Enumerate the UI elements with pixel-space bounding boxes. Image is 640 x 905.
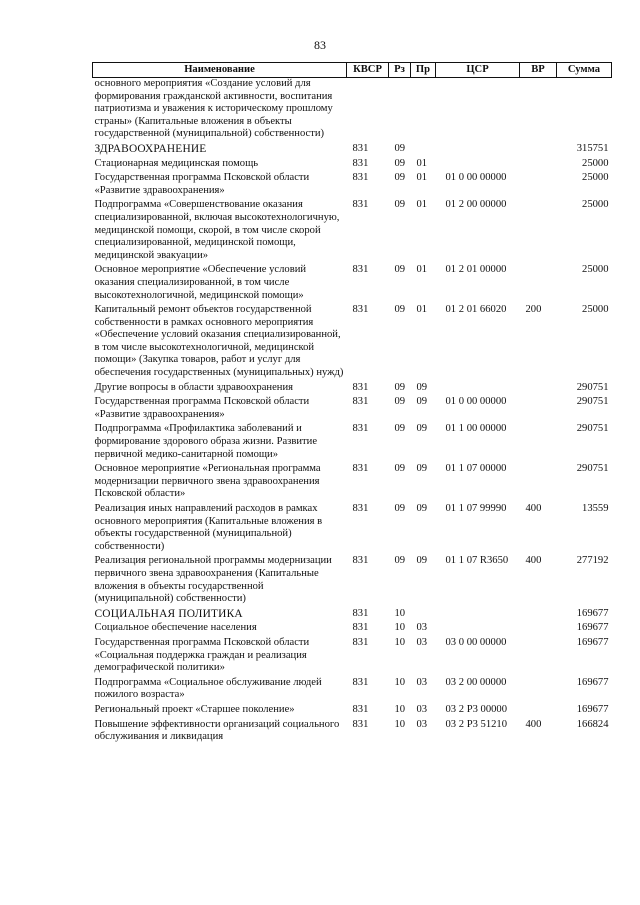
cell-csr [436, 380, 520, 395]
cell-kvsr: 831 [352, 607, 369, 619]
cell-sum: 166824 [576, 718, 609, 730]
cell-name: ЗДРАВООХРАНЕНИЕ [94, 142, 207, 155]
table-row [93, 717, 612, 744]
budget-table [92, 62, 612, 744]
cell-vr [520, 461, 557, 501]
cell-kvsr: 831 [352, 703, 369, 715]
cell-kvsr: 831 [352, 503, 369, 514]
cell-name: Подпрограмма «Профилактика заболеваний и формирование здорового образа жизни. Развитие первичной медико-санитарной помощи» [94, 423, 318, 460]
cell-csr: 03 2 P3 00000 [445, 703, 508, 715]
cell-sum: 169677 [576, 676, 609, 688]
header-csr: ЦСР [436, 63, 520, 78]
page-number: 83 [314, 38, 326, 52]
cell-rz: 09 [394, 264, 406, 276]
cell-kvsr: 831 [352, 622, 369, 634]
cell-csr: 01 1 07 00000 [445, 463, 507, 475]
cell-vr [520, 421, 557, 461]
cell-rz: 09 [394, 503, 406, 514]
table-row [93, 170, 612, 197]
cell-sum: 277192 [576, 555, 609, 567]
cell-name: СОЦИАЛЬНАЯ ПОЛИТИКА [94, 607, 243, 620]
cell-pr: 01 [416, 264, 428, 276]
cell-kvsr: 831 [352, 199, 369, 211]
cell-rz: 09 [394, 423, 406, 435]
table-row [93, 141, 612, 156]
cell-rz: 10 [394, 676, 406, 688]
cell-vr: 400 [525, 718, 542, 730]
cell-pr: 09 [416, 503, 428, 514]
cell-kvsr: 831 [352, 555, 369, 567]
cell-kvsr: 831 [352, 396, 369, 408]
cell-csr: 01 1 07 R3650 [445, 555, 509, 567]
cell-pr: 03 [416, 676, 428, 688]
cell-rz: 09 [394, 199, 406, 211]
cell-rz: 09 [394, 142, 406, 154]
cell-vr [520, 380, 557, 395]
cell-csr: 03 0 00 00000 [445, 636, 507, 648]
cell-rz: 09 [394, 396, 406, 408]
table-row [93, 501, 612, 553]
table-row [93, 635, 612, 675]
header-name: Наименование [93, 63, 347, 78]
cell-rz: 09 [394, 463, 406, 475]
table-row [93, 262, 612, 302]
cell-kvsr: 831 [352, 423, 369, 435]
cell-csr: 03 2 P3 51210 [445, 718, 508, 730]
cell-sum: 290751 [576, 423, 609, 435]
cell-pr [411, 78, 436, 141]
cell-rz: 09 [394, 555, 406, 567]
header-kvsr: КВСР [347, 63, 389, 78]
table-row [93, 78, 612, 141]
table-row [93, 421, 612, 461]
cell-name: Социальное обеспечение населения [94, 622, 257, 634]
cell-csr [436, 620, 520, 635]
cell-sum: 169677 [576, 622, 609, 634]
cell-sum: 13559 [582, 503, 609, 514]
cell-sum: 315751 [576, 142, 609, 154]
cell-name: Подпрограмма «Совершенствование оказания специализированной, включая высокотехнологичную, медицинской помощи, скорой, в том числе скорой специализированной, медицинской помощи, медицинской эвакуации» [94, 199, 340, 261]
cell-csr [436, 606, 520, 621]
cell-pr: 01 [416, 304, 428, 316]
cell-sum [557, 78, 612, 141]
cell-vr [520, 394, 557, 421]
cell-vr [520, 170, 557, 197]
table-row [93, 461, 612, 501]
cell-pr: 03 [416, 636, 428, 648]
cell-name: основного мероприятия «Создание условий для формирования гражданской активности, воспитания патриотизма и уважения к историческому прошлому страны» (Капитальные вложения в объекты государственной (муниципальной) собственности) [94, 78, 333, 140]
table-row [93, 156, 612, 171]
header-sum: Сумма [557, 63, 612, 78]
cell-vr [520, 620, 557, 635]
cell-csr [436, 156, 520, 171]
header-pr: Пр [411, 63, 436, 78]
cell-sum: 25000 [582, 264, 609, 276]
cell-kvsr: 831 [352, 157, 369, 169]
cell-pr: 09 [416, 463, 428, 475]
cell-vr [520, 78, 557, 141]
cell-sum: 290751 [576, 396, 609, 408]
table-row [93, 197, 612, 262]
cell-sum: 290751 [576, 381, 609, 393]
table-row [93, 302, 612, 380]
cell-csr [436, 141, 520, 156]
cell-csr: 01 1 00 00000 [445, 423, 507, 435]
cell-name: Капитальный ремонт объектов государственной собственности в рамках основного мероприятия «Обеспечение условий оказания специализированной, в том числе высокотехнологичной, медицинской помощи» (Закупка товаров, работ и услуг для обеспечения государственных (муниципальных) нужд) [94, 304, 344, 379]
cell-csr: 01 1 07 99990 [445, 503, 507, 514]
cell-vr [520, 262, 557, 302]
table-body [93, 78, 612, 744]
cell-rz: 10 [394, 703, 406, 715]
cell-csr: 01 2 01 00000 [445, 264, 507, 276]
table-row [93, 394, 612, 421]
cell-rz [389, 78, 411, 141]
cell-sum: 290751 [576, 463, 609, 475]
cell-name: Государственная программа Псковской области «Развитие здравоохранения» [94, 172, 310, 196]
cell-kvsr: 831 [352, 463, 369, 475]
cell-name: Повышение эффективности организаций социального обслуживания и ликвидация [94, 718, 340, 743]
table-row [93, 620, 612, 635]
cell-rz: 10 [394, 607, 406, 619]
header-rz: Рз [389, 63, 411, 78]
cell-vr: 400 [525, 503, 542, 514]
cell-csr: 01 0 00 00000 [445, 396, 507, 408]
cell-rz: 10 [394, 622, 406, 634]
cell-kvsr: 831 [352, 718, 369, 730]
cell-kvsr: 831 [352, 172, 369, 184]
cell-pr: 03 [416, 622, 428, 634]
cell-name: Стационарная медицинская помощь [94, 157, 259, 169]
cell-pr: 09 [416, 555, 428, 567]
cell-vr [520, 606, 557, 621]
table-row [93, 380, 612, 395]
cell-sum: 25000 [582, 199, 609, 211]
cell-vr [520, 702, 557, 717]
cell-kvsr: 831 [352, 636, 369, 648]
header-vr: ВР [520, 63, 557, 78]
table-row [93, 675, 612, 702]
cell-rz: 09 [394, 172, 406, 184]
cell-pr [411, 606, 436, 621]
cell-kvsr: 831 [352, 304, 369, 316]
cell-name: Основное мероприятие «Обеспечение условий оказания специализированной, в том числе высокотехнологичной, медицинской помощи» [94, 264, 307, 301]
cell-pr: 01 [416, 199, 428, 211]
cell-vr [520, 141, 557, 156]
budget-table-container [92, 62, 611, 744]
cell-pr: 03 [416, 703, 428, 715]
cell-vr [520, 635, 557, 675]
cell-pr: 09 [416, 381, 428, 393]
cell-vr: 400 [525, 555, 542, 567]
cell-rz: 10 [394, 636, 406, 648]
cell-rz: 09 [394, 381, 406, 393]
cell-name: Реализация иных направлений расходов в рамках основного мероприятия (Капитальные вложения в объекты государственной (муниципальной) собственности) [94, 503, 323, 552]
cell-name: Государственная программа Псковской области «Социальная поддержка граждан и реализация демографической политики» [94, 636, 310, 674]
cell-name: Региональный проект «Старшее поколение» [94, 703, 295, 715]
cell-name: Подпрограмма «Социальное обслуживание людей пожилого возраста» [94, 676, 322, 701]
cell-csr: 01 2 01 66020 [445, 304, 507, 316]
cell-rz: 09 [394, 304, 406, 316]
cell-kvsr: 831 [352, 381, 369, 393]
cell-pr: 09 [416, 396, 428, 408]
cell-sum: 25000 [582, 157, 609, 169]
cell-rz: 10 [394, 718, 406, 730]
cell-sum: 169677 [576, 607, 609, 619]
cell-pr: 03 [416, 718, 428, 730]
cell-name: Реализация региональной программы модернизации первичного звена здравоохранения (Капитальные вложения в объекты государственной (муниципальной) собственности) [94, 555, 332, 605]
cell-pr: 01 [416, 157, 428, 169]
cell-vr [520, 675, 557, 702]
cell-sum: 25000 [582, 304, 609, 316]
cell-kvsr: 831 [352, 142, 369, 154]
cell-csr [436, 78, 520, 141]
cell-csr: 03 2 00 00000 [445, 676, 507, 688]
cell-pr [411, 141, 436, 156]
cell-pr: 01 [416, 172, 428, 184]
cell-sum: 169677 [576, 703, 609, 715]
cell-name: Государственная программа Псковской области «Развитие здравоохранения» [94, 396, 310, 420]
cell-kvsr: 831 [352, 264, 369, 276]
table-header [93, 63, 612, 78]
cell-kvsr: 831 [352, 676, 369, 688]
table-row [93, 702, 612, 717]
cell-name: Основное мероприятие «Региональная программа модернизации первичного звена здравоохранения Псковской области» [94, 463, 321, 500]
cell-pr: 09 [416, 423, 428, 435]
cell-sum: 25000 [582, 172, 609, 184]
table-row [93, 606, 612, 621]
cell-csr: 01 2 00 00000 [445, 199, 507, 211]
cell-rz: 09 [394, 157, 406, 169]
cell-name: Другие вопросы в области здравоохранения [94, 381, 293, 393]
cell-vr [520, 197, 557, 262]
cell-sum: 169677 [576, 636, 609, 648]
cell-vr [520, 156, 557, 171]
cell-csr: 01 0 00 00000 [445, 172, 507, 184]
table-row [93, 553, 612, 605]
cell-vr: 200 [525, 304, 542, 316]
cell-kvsr [347, 78, 389, 141]
